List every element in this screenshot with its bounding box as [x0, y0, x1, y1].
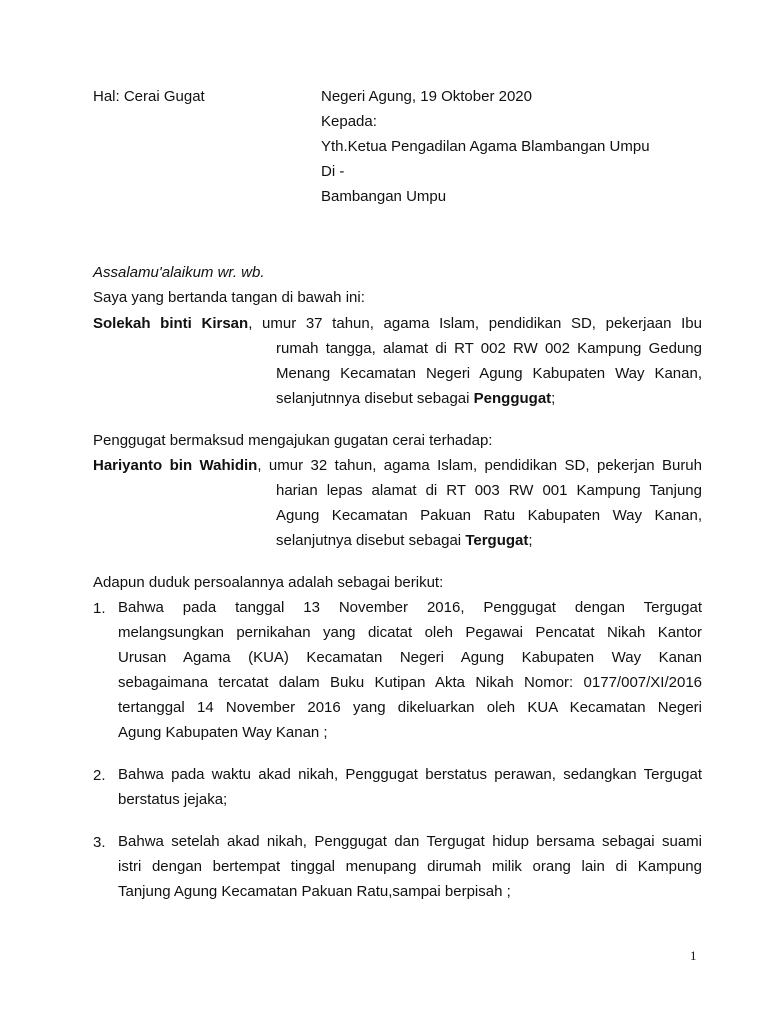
defendant-line-1	[93, 453, 702, 478]
item-3-line-3: Tanjung Agung Kecamatan Pakuan Ratu,sampai berpisah ;	[118, 883, 511, 900]
defendant-line-2: harian lepas alamat di RT 003 RW 001 Kampung Tanjung	[276, 482, 702, 499]
item-3-line-2: istri dengan bertempat tinggal menupang dirumah milik orang lain di Kampung	[118, 858, 702, 875]
item-number: 3.	[93, 834, 106, 851]
defendant-role: Tergugat	[465, 532, 529, 549]
item-3-line-1: Bahwa setelah akad nikah, Penggugat dan Tergugat hidup bersama sebagai suami	[118, 833, 702, 850]
item-1-line-2: melangsungkan pernikahan yang dicatat oleh Pegawai Pencatat Nikah Kantor	[118, 624, 702, 641]
plaintiff-end-punct: ;	[551, 390, 556, 407]
recipient-location: Bambangan Umpu	[321, 188, 447, 205]
plaintiff-line-1	[93, 311, 702, 336]
recipient: Yth.Ketua Pengadilan Agama Blambangan Umpu	[321, 138, 650, 155]
cases-intro: Adapun duduk persoalannya adalah sebagai berikut:	[93, 574, 444, 591]
greeting: Assalamu'alaikum wr. wb.	[93, 264, 265, 281]
item-number: 2.	[93, 767, 106, 784]
intro-text: Saya yang bertanda tangan di bawah ini:	[93, 289, 365, 306]
defendant-designation-text: selanjutnya disebut sebagai	[276, 532, 466, 549]
item-1-line-6: Agung Kabupaten Way Kanan ;	[118, 724, 328, 741]
di-label: Di -	[321, 163, 345, 180]
plaintiff-designation-text: selanjutnnya disebut sebagai	[276, 390, 474, 407]
subject-line: Hal: Cerai Gugat	[93, 88, 205, 105]
item-2-line-1: Bahwa pada waktu akad nikah, Penggugat berstatus perawan, sedangkan Tergugat	[118, 766, 702, 783]
item-1-line-1: Bahwa pada tanggal 13 November 2016, Penggugat dengan Tergugat	[118, 599, 702, 616]
plaintiff-line-2: rumah tangga, alamat di RT 002 RW 002 Kampung Gedung	[276, 340, 702, 357]
item-1-line-4: sebagaimana tercatat dalam Buku Kutipan Akta Nikah Nomor: 0177/007/XI/2016	[118, 674, 702, 691]
place-date: Negeri Agung, 19 Oktober 2020	[321, 88, 532, 105]
item-1-line-3: Urusan Agama (KUA) Kecamatan Negeri Agung Kabupaten Way Kanan	[118, 649, 702, 666]
defendant-details: , umur 32 tahun, agama Islam, pendidikan SD, pekerjan Buruh	[257, 457, 702, 474]
intent-text: Penggugat bermaksud mengajukan gugatan cerai terhadap:	[93, 432, 493, 449]
defendant-name: Hariyanto bin Wahidin	[93, 457, 258, 474]
page-number: 1	[690, 948, 697, 963]
plaintiff-line-4	[276, 386, 702, 411]
item-number: 1.	[93, 600, 106, 617]
item-1-line-5: tertanggal 14 November 2016 yang dikeluarkan oleh KUA Kecamatan Negeri	[118, 699, 702, 716]
to-label: Kepada:	[321, 113, 377, 130]
plaintiff-line-3: Menang Kecamatan Negeri Agung Kabupaten Way Kanan,	[276, 365, 702, 382]
defendant-line-4	[276, 528, 702, 553]
plaintiff-details: , umur 37 tahun, agama Islam, pendidikan SD, pekerjaan Ibu	[248, 315, 702, 332]
plaintiff-role: Penggugat	[473, 390, 552, 407]
plaintiff-name: Solekah binti Kirsan	[93, 315, 249, 332]
defendant-line-3: Agung Kecamatan Pakuan Ratu Kabupaten Way Kanan,	[276, 507, 702, 524]
defendant-end-punct: ;	[528, 532, 533, 549]
item-2-line-2: berstatus jejaka;	[118, 791, 228, 808]
